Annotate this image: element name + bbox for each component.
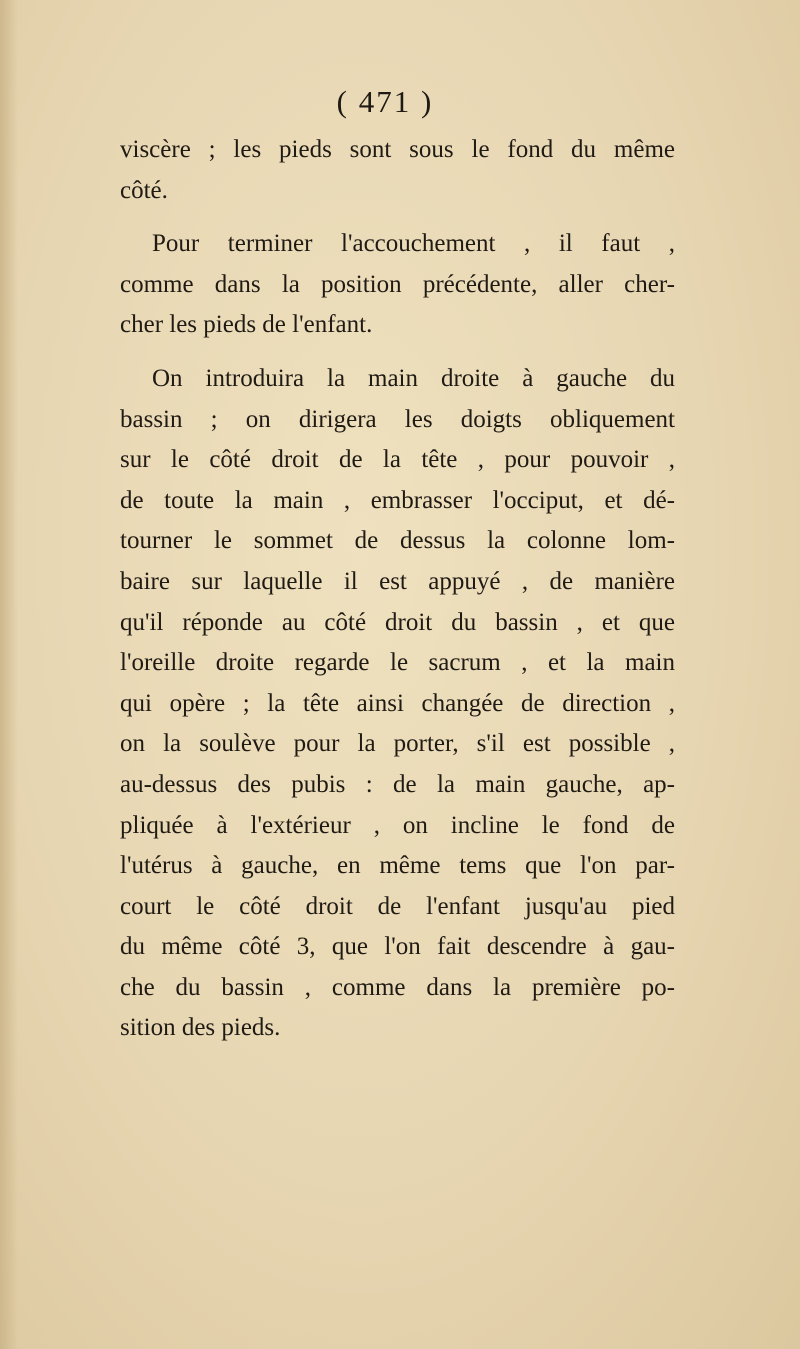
text-line: l'oreille droite regarde le sacrum , et la main	[120, 649, 675, 677]
text-line: qui opère ; la tête ainsi changée de direction ,	[120, 689, 675, 717]
text-line: comme dans la position précédente, aller cher-	[120, 270, 675, 298]
text-line: du même côté 3, que l'on fait descendre à gau-	[120, 933, 675, 961]
page-gutter-shadow	[0, 0, 18, 1349]
body-text	[120, 130, 675, 1049]
text-line: l'utérus à gauche, en même tems que l'on par-	[120, 852, 675, 880]
page-number: ( 471 )	[336, 84, 434, 119]
text-line: on la soulève pour la porter, s'il est possible ,	[120, 730, 675, 758]
text-line: de toute la main , embrasser l'occiput, et dé-	[120, 486, 675, 514]
paragraph-1	[120, 130, 675, 211]
text-line: court le côté droit de l'enfant jusqu'au pied	[120, 892, 675, 920]
paragraph-2	[120, 224, 675, 346]
text-line: viscère ; les pieds sont sous le fond du même	[120, 136, 675, 163]
text-line: qu'il réponde au côté droit du bassin , et que	[120, 608, 675, 636]
text-line: On introduira la main droite à gauche du	[152, 364, 675, 392]
text-line: baire sur laquelle il est appuyé , de manière	[120, 567, 675, 595]
text-line: sition des pieds.	[120, 1014, 281, 1042]
text-line: bassin ; on dirigera les doigts obliquement	[120, 405, 675, 433]
text-line: sur le côté droit de la tête , pour pouvoir ,	[120, 446, 675, 474]
text-line: cher les pieds de l'enfant.	[120, 311, 373, 339]
text-line: che du bassin , comme dans la première po-	[120, 973, 675, 1001]
paragraph-3	[120, 359, 675, 1049]
text-line: pliquée à l'extérieur , on incline le fond de	[120, 811, 675, 839]
text-line: au-dessus des pubis : de la main gauche, ap-	[120, 770, 675, 798]
text-line: côté.	[120, 176, 168, 204]
text-line: tourner le sommet de dessus la colonne lom-	[120, 527, 675, 555]
text-line: Pour terminer l'accouchement , il faut ,	[152, 230, 675, 258]
